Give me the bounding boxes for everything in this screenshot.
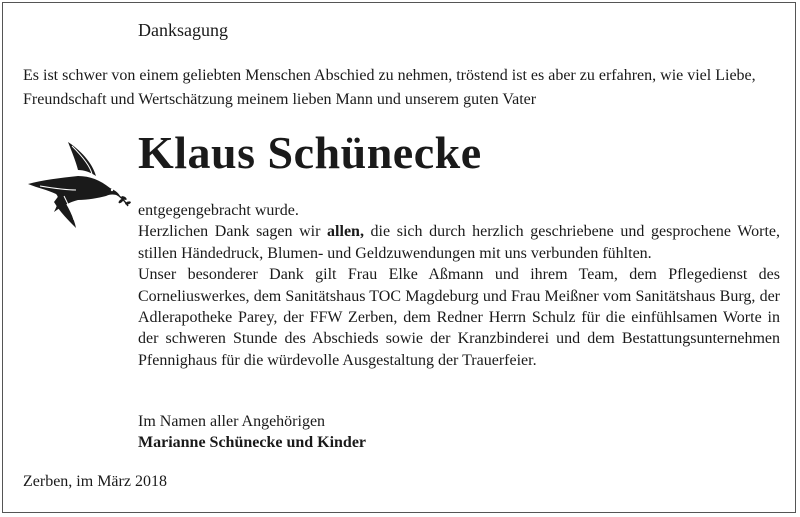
thanks-text-post: die sich durch herzlich geschriebene und gesprochene Worte, stillen Händedruck, Blumen- und Geldzuwendungen mit uns verbunden fühlten. — [138, 223, 780, 262]
thanks-text-pre: Herzlichen Dank sagen wir — [138, 223, 328, 241]
dove-with-olive-branch-icon — [20, 132, 135, 232]
deceased-name: Klaus Schünecke — [138, 127, 482, 178]
signoff — [138, 411, 366, 454]
thanks-text-bold: allen, — [327, 223, 364, 241]
thanks-body — [138, 200, 780, 371]
notice-heading: Danksagung — [138, 20, 228, 40]
signoff-line: Im Namen aller Angehörigen — [138, 413, 326, 430]
special-thanks-paragraph: Unser besonderer Dank gilt Frau Elke Aßmann und ihrem Team, dem Pflegedienst des Corneliuswerkes, dem Sanitätshaus TOC Magdeburg und Frau Meißner vom Sanitätshaus Burg, der Adlerapotheke Parey, der FFW Zerben, dem Redner Herrn Schulz für die einfühlsamen Worte in der schweren Stunde des Abschieds sowie der Kranzbinderei und dem Bestattungsunternehmen Pfennighaus für die würdevolle Ausgestaltung der Trauerfeier. — [138, 266, 780, 369]
place-and-date: Zerben, im März 2018 — [23, 473, 167, 490]
intro-paragraph: Es ist schwer von einem geliebten Menschen Abschied zu nehmen, tröstend ist es aber zu erfahren, wie viel Liebe, Freundschaft und Wertschätzung meinem lieben Mann und unserem guten Vater — [23, 67, 756, 108]
thanks-paragraph — [138, 221, 780, 264]
signoff-names: Marianne Schünecke und Kinder — [138, 434, 367, 452]
body-line-received: entgegengebracht wurde. — [138, 202, 299, 219]
